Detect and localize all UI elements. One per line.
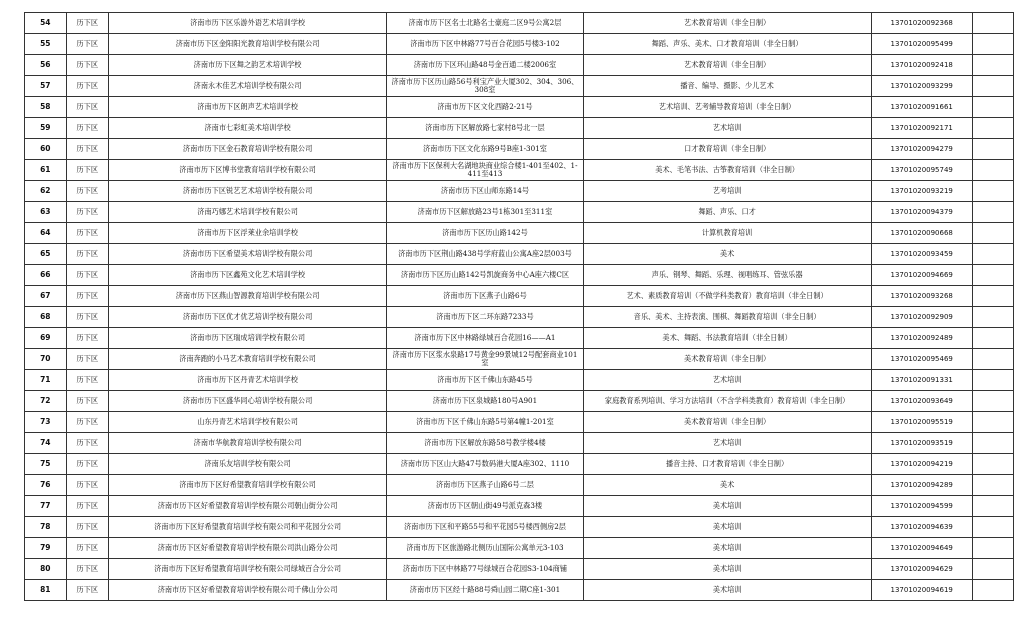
blank-cell bbox=[972, 160, 1013, 181]
row-number-cell: 69 bbox=[25, 328, 67, 349]
license-code-cell: 13701020092171 bbox=[871, 118, 972, 139]
school-registry-table bbox=[24, 12, 1014, 601]
training-scope-cell: 计算机教育培训 bbox=[583, 223, 871, 244]
table-row bbox=[25, 433, 1014, 454]
blank-cell bbox=[972, 370, 1013, 391]
training-scope-cell: 艺术培训 bbox=[583, 370, 871, 391]
license-code-cell: 13701020092418 bbox=[871, 55, 972, 76]
blank-cell bbox=[972, 496, 1013, 517]
license-code-cell: 13701020091661 bbox=[871, 97, 972, 118]
district-cell: 历下区 bbox=[66, 328, 108, 349]
district-cell: 历下区 bbox=[66, 412, 108, 433]
blank-cell bbox=[972, 265, 1013, 286]
blank-cell bbox=[972, 118, 1013, 139]
training-scope-cell: 舞蹈、声乐、口才 bbox=[583, 202, 871, 223]
address-cell: 济南市历下区燕子山路6号二层 bbox=[387, 475, 583, 496]
training-scope-cell: 艺术、素质教育培训（不做学科类教育）教育培训（非全日制） bbox=[583, 286, 871, 307]
blank-cell bbox=[972, 139, 1013, 160]
table-row bbox=[25, 202, 1014, 223]
district-cell: 历下区 bbox=[66, 433, 108, 454]
license-code-cell: 13701020095469 bbox=[871, 349, 972, 370]
license-code-cell: 13701020094219 bbox=[871, 454, 972, 475]
district-cell: 历下区 bbox=[66, 202, 108, 223]
row-number-cell: 74 bbox=[25, 433, 67, 454]
training-scope-cell: 美术教育培训（非全日制） bbox=[583, 349, 871, 370]
row-number-cell: 70 bbox=[25, 349, 67, 370]
school-name-cell: 济南市历下区希望美术培训学校有限公司 bbox=[108, 244, 387, 265]
table-row bbox=[25, 160, 1014, 181]
address-cell: 济南市历下区经十路88号舜山园二期C座1-301 bbox=[387, 580, 583, 601]
training-scope-cell: 美术培训 bbox=[583, 580, 871, 601]
address-cell: 济南市历下区中林路绿城百合花园16——A1 bbox=[387, 328, 583, 349]
license-code-cell: 13701020094279 bbox=[871, 139, 972, 160]
school-name-cell: 济南市历下区博书堂教育培训学校有限公司 bbox=[108, 160, 387, 181]
license-code-cell: 13701020093219 bbox=[871, 181, 972, 202]
training-scope-cell: 家庭教育系列培训、学习方法培训（不含学科类教育）教育培训（非全日制） bbox=[583, 391, 871, 412]
district-cell: 历下区 bbox=[66, 244, 108, 265]
school-name-cell: 济南市历下区丹青艺术培训学校 bbox=[108, 370, 387, 391]
school-name-cell: 济南市历下区乐游外语艺术培训学校 bbox=[108, 13, 387, 34]
address-cell: 济南市历下区保利大名湖地块商业综合楼1-401至402、1-411至413 bbox=[387, 160, 583, 181]
blank-cell bbox=[972, 475, 1013, 496]
row-number-cell: 57 bbox=[25, 76, 67, 97]
district-cell: 历下区 bbox=[66, 265, 108, 286]
address-cell: 济南市历下区解放路七家村8号北一层 bbox=[387, 118, 583, 139]
training-scope-cell: 音乐、美术、主持表演、围棋、舞蹈教育培训（非全日制） bbox=[583, 307, 871, 328]
blank-cell bbox=[972, 223, 1013, 244]
blank-cell bbox=[972, 580, 1013, 601]
table-row bbox=[25, 223, 1014, 244]
training-scope-cell: 美术教育培训（非全日制） bbox=[583, 412, 871, 433]
blank-cell bbox=[972, 433, 1013, 454]
district-cell: 历下区 bbox=[66, 538, 108, 559]
school-name-cell: 济南市历下区好希望教育培训学校有限公司千佛山分公司 bbox=[108, 580, 387, 601]
row-number-cell: 59 bbox=[25, 118, 67, 139]
table-body bbox=[25, 13, 1014, 601]
address-cell: 济南市历下区历山路56号利宝产业大厦302、304、306、308室 bbox=[387, 76, 583, 97]
blank-cell bbox=[972, 349, 1013, 370]
address-cell: 济南市历下区解放路23号1栋301至311室 bbox=[387, 202, 583, 223]
table-row bbox=[25, 496, 1014, 517]
address-cell: 济南市历下区文化西路2-21号 bbox=[387, 97, 583, 118]
table-row bbox=[25, 76, 1014, 97]
district-cell: 历下区 bbox=[66, 475, 108, 496]
address-cell: 济南市历下区名士北路名士豪庭二区9号公寓2层 bbox=[387, 13, 583, 34]
district-cell: 历下区 bbox=[66, 559, 108, 580]
district-cell: 历下区 bbox=[66, 223, 108, 244]
training-scope-cell: 声乐、钢琴、舞蹈、乐理、视唱练耳、管弦乐器 bbox=[583, 265, 871, 286]
license-code-cell: 13701020094649 bbox=[871, 538, 972, 559]
training-scope-cell: 艺术培训 bbox=[583, 433, 871, 454]
address-cell: 济南市历下区旅游路北侧历山国际公寓单元3-103 bbox=[387, 538, 583, 559]
license-code-cell: 13701020095519 bbox=[871, 412, 972, 433]
table-row bbox=[25, 244, 1014, 265]
training-scope-cell: 口才教育培训（非全日制） bbox=[583, 139, 871, 160]
blank-cell bbox=[972, 181, 1013, 202]
license-code-cell: 13701020094629 bbox=[871, 559, 972, 580]
blank-cell bbox=[972, 307, 1013, 328]
blank-cell bbox=[972, 76, 1013, 97]
school-name-cell: 济南市历下区金阳阳光教育培训学校有限公司 bbox=[108, 34, 387, 55]
district-cell: 历下区 bbox=[66, 97, 108, 118]
district-cell: 历下区 bbox=[66, 454, 108, 475]
license-code-cell: 13701020093268 bbox=[871, 286, 972, 307]
license-code-cell: 13701020093649 bbox=[871, 391, 972, 412]
table-row bbox=[25, 328, 1014, 349]
row-number-cell: 71 bbox=[25, 370, 67, 391]
district-cell: 历下区 bbox=[66, 76, 108, 97]
license-code-cell: 13701020090668 bbox=[871, 223, 972, 244]
school-registry-table-container bbox=[24, 12, 1014, 601]
row-number-cell: 61 bbox=[25, 160, 67, 181]
school-name-cell: 济南乐友培训学校有限公司 bbox=[108, 454, 387, 475]
address-cell: 济南市历下区中林路77号百合花园5号楼3-102 bbox=[387, 34, 583, 55]
row-number-cell: 67 bbox=[25, 286, 67, 307]
school-name-cell: 济南市历下区金石教育培训学校有限公司 bbox=[108, 139, 387, 160]
address-cell: 济南市历下区中林路77号绿城百合花园S3-104商铺 bbox=[387, 559, 583, 580]
school-name-cell: 济南市历下区好希望教育培训学校有限公司 bbox=[108, 475, 387, 496]
blank-cell bbox=[972, 13, 1013, 34]
table-row bbox=[25, 13, 1014, 34]
blank-cell bbox=[972, 286, 1013, 307]
row-number-cell: 75 bbox=[25, 454, 67, 475]
row-number-cell: 66 bbox=[25, 265, 67, 286]
address-cell: 济南市历下区二环东路7233号 bbox=[387, 307, 583, 328]
address-cell: 济南市历下区燕子山路6号 bbox=[387, 286, 583, 307]
district-cell: 历下区 bbox=[66, 370, 108, 391]
license-code-cell: 13701020094289 bbox=[871, 475, 972, 496]
table-row bbox=[25, 580, 1014, 601]
training-scope-cell: 美术 bbox=[583, 475, 871, 496]
blank-cell bbox=[972, 391, 1013, 412]
license-code-cell: 13701020095749 bbox=[871, 160, 972, 181]
table-row bbox=[25, 55, 1014, 76]
table-row bbox=[25, 139, 1014, 160]
license-code-cell: 13701020091331 bbox=[871, 370, 972, 391]
table-row bbox=[25, 265, 1014, 286]
row-number-cell: 65 bbox=[25, 244, 67, 265]
district-cell: 历下区 bbox=[66, 118, 108, 139]
school-name-cell: 济南市历下区锐艺艺术培训学校有限公司 bbox=[108, 181, 387, 202]
license-code-cell: 13701020094379 bbox=[871, 202, 972, 223]
address-cell: 济南市历下区文化东路9号B座1-301室 bbox=[387, 139, 583, 160]
district-cell: 历下区 bbox=[66, 160, 108, 181]
school-name-cell: 济南市历下区浮莱业余培训学校 bbox=[108, 223, 387, 244]
blank-cell bbox=[972, 538, 1013, 559]
training-scope-cell: 艺术培训 bbox=[583, 118, 871, 139]
address-cell: 济南市历下区千佛山东路45号 bbox=[387, 370, 583, 391]
school-name-cell: 济南市历下区好希望教育培训学校有限公司绿城百合分公司 bbox=[108, 559, 387, 580]
training-scope-cell: 播音主持、口才教育培训（非全日制） bbox=[583, 454, 871, 475]
blank-cell bbox=[972, 55, 1013, 76]
training-scope-cell: 美术、毛笔书法、古筝教育培训（非全日制） bbox=[583, 160, 871, 181]
row-number-cell: 58 bbox=[25, 97, 67, 118]
table-row bbox=[25, 475, 1014, 496]
school-name-cell: 济南市历下区舞之韵艺术培训学校 bbox=[108, 55, 387, 76]
row-number-cell: 73 bbox=[25, 412, 67, 433]
blank-cell bbox=[972, 517, 1013, 538]
row-number-cell: 81 bbox=[25, 580, 67, 601]
table-row bbox=[25, 391, 1014, 412]
address-cell: 济南市历下区朝山街49号派克森3楼 bbox=[387, 496, 583, 517]
training-scope-cell: 艺考培训 bbox=[583, 181, 871, 202]
table-row bbox=[25, 538, 1014, 559]
row-number-cell: 78 bbox=[25, 517, 67, 538]
license-code-cell: 13701020093299 bbox=[871, 76, 972, 97]
school-name-cell: 济南市历下区好希望教育培训学校有限公司洪山路分公司 bbox=[108, 538, 387, 559]
row-number-cell: 76 bbox=[25, 475, 67, 496]
district-cell: 历下区 bbox=[66, 349, 108, 370]
school-name-cell: 济南市历下区瑞成培训学校有限公司 bbox=[108, 328, 387, 349]
address-cell: 济南市历下区和平路55号和平花园5号楼西侧房2层 bbox=[387, 517, 583, 538]
license-code-cell: 13701020093519 bbox=[871, 433, 972, 454]
license-code-cell: 13701020092368 bbox=[871, 13, 972, 34]
school-name-cell: 济南市七彩虹美术培训学校 bbox=[108, 118, 387, 139]
blank-cell bbox=[972, 202, 1013, 223]
table-row bbox=[25, 34, 1014, 55]
address-cell: 济南市历下区浆水泉路17号黄金99景城12号配套商业101室 bbox=[387, 349, 583, 370]
district-cell: 历下区 bbox=[66, 55, 108, 76]
table-row bbox=[25, 559, 1014, 580]
district-cell: 历下区 bbox=[66, 580, 108, 601]
blank-cell bbox=[972, 559, 1013, 580]
school-name-cell: 济南巧娜艺术培训学校有限公司 bbox=[108, 202, 387, 223]
school-name-cell: 济南市历下区朗声艺术培训学校 bbox=[108, 97, 387, 118]
row-number-cell: 80 bbox=[25, 559, 67, 580]
license-code-cell: 13701020093459 bbox=[871, 244, 972, 265]
training-scope-cell: 美术培训 bbox=[583, 496, 871, 517]
school-name-cell: 济南市历下区好希望教育培训学校有限公司和平花园分公司 bbox=[108, 517, 387, 538]
address-cell: 济南市历下区千佛山东路5号第4幢1-201室 bbox=[387, 412, 583, 433]
row-number-cell: 62 bbox=[25, 181, 67, 202]
row-number-cell: 56 bbox=[25, 55, 67, 76]
school-name-cell: 山东丹青艺术培训学校有限公司 bbox=[108, 412, 387, 433]
blank-cell bbox=[972, 244, 1013, 265]
school-name-cell: 济南市历下区优才优艺培训学校有限公司 bbox=[108, 307, 387, 328]
district-cell: 历下区 bbox=[66, 13, 108, 34]
address-cell: 济南市历下区山大路47号数码港大厦A座302、1110 bbox=[387, 454, 583, 475]
address-cell: 济南市历下区山师东路14号 bbox=[387, 181, 583, 202]
district-cell: 历下区 bbox=[66, 34, 108, 55]
training-scope-cell: 播音、编导、摄影、少儿艺术 bbox=[583, 76, 871, 97]
training-scope-cell: 美术、舞蹈、书法教育培训（非全日制） bbox=[583, 328, 871, 349]
table-row bbox=[25, 286, 1014, 307]
training-scope-cell: 美术 bbox=[583, 244, 871, 265]
training-scope-cell: 美术培训 bbox=[583, 538, 871, 559]
table-row bbox=[25, 349, 1014, 370]
address-cell: 济南市历下区历山路142号凯旋商务中心A座六楼C区 bbox=[387, 265, 583, 286]
table-row bbox=[25, 118, 1014, 139]
table-row bbox=[25, 307, 1014, 328]
license-code-cell: 13701020094599 bbox=[871, 496, 972, 517]
license-code-cell: 13701020094619 bbox=[871, 580, 972, 601]
district-cell: 历下区 bbox=[66, 139, 108, 160]
table-row bbox=[25, 454, 1014, 475]
row-number-cell: 64 bbox=[25, 223, 67, 244]
table-row bbox=[25, 517, 1014, 538]
school-name-cell: 济南市历下区盛华同心培训学校有限公司 bbox=[108, 391, 387, 412]
table-row bbox=[25, 370, 1014, 391]
training-scope-cell: 艺术教育培训（非全日制） bbox=[583, 55, 871, 76]
row-number-cell: 68 bbox=[25, 307, 67, 328]
school-name-cell: 济南奔跑的小马艺术教育培训学校有限公司 bbox=[108, 349, 387, 370]
row-number-cell: 60 bbox=[25, 139, 67, 160]
row-number-cell: 79 bbox=[25, 538, 67, 559]
row-number-cell: 55 bbox=[25, 34, 67, 55]
school-name-cell: 济南市华航教育培训学校有限公司 bbox=[108, 433, 387, 454]
training-scope-cell: 美术培训 bbox=[583, 559, 871, 580]
blank-cell bbox=[972, 454, 1013, 475]
license-code-cell: 13701020094669 bbox=[871, 265, 972, 286]
address-cell: 济南市历下区环山路48号金百通二楼2006室 bbox=[387, 55, 583, 76]
district-cell: 历下区 bbox=[66, 391, 108, 412]
training-scope-cell: 舞蹈、声乐、美术、口才教育培训（非全日制） bbox=[583, 34, 871, 55]
address-cell: 济南市历下区泉城路180号A901 bbox=[387, 391, 583, 412]
school-name-cell: 济南永木佳艺术培训学校有限公司 bbox=[108, 76, 387, 97]
blank-cell bbox=[972, 412, 1013, 433]
district-cell: 历下区 bbox=[66, 181, 108, 202]
school-name-cell: 济南市历下区好希望教育培训学校有限公司朝山街分公司 bbox=[108, 496, 387, 517]
table-row bbox=[25, 412, 1014, 433]
table-row bbox=[25, 97, 1014, 118]
school-name-cell: 济南市历下区鑫苑文化艺术培训学校 bbox=[108, 265, 387, 286]
row-number-cell: 72 bbox=[25, 391, 67, 412]
training-scope-cell: 艺术教育培训（非全日制） bbox=[583, 13, 871, 34]
license-code-cell: 13701020094639 bbox=[871, 517, 972, 538]
training-scope-cell: 美术培训 bbox=[583, 517, 871, 538]
district-cell: 历下区 bbox=[66, 517, 108, 538]
row-number-cell: 77 bbox=[25, 496, 67, 517]
district-cell: 历下区 bbox=[66, 496, 108, 517]
district-cell: 历下区 bbox=[66, 307, 108, 328]
blank-cell bbox=[972, 97, 1013, 118]
license-code-cell: 13701020092489 bbox=[871, 328, 972, 349]
row-number-cell: 54 bbox=[25, 13, 67, 34]
blank-cell bbox=[972, 34, 1013, 55]
address-cell: 济南市历下区荆山路438号学府蓝山公寓A座2层003号 bbox=[387, 244, 583, 265]
row-number-cell: 63 bbox=[25, 202, 67, 223]
license-code-cell: 13701020092909 bbox=[871, 307, 972, 328]
table-row bbox=[25, 181, 1014, 202]
district-cell: 历下区 bbox=[66, 286, 108, 307]
training-scope-cell: 艺术培训、艺考辅导教育培训（非全日制） bbox=[583, 97, 871, 118]
license-code-cell: 13701020095499 bbox=[871, 34, 972, 55]
blank-cell bbox=[972, 328, 1013, 349]
address-cell: 济南市历下区历山路142号 bbox=[387, 223, 583, 244]
address-cell: 济南市历下区解放东路58号教学楼4楼 bbox=[387, 433, 583, 454]
school-name-cell: 济南市历下区燕山智源教育培训学校有限公司 bbox=[108, 286, 387, 307]
